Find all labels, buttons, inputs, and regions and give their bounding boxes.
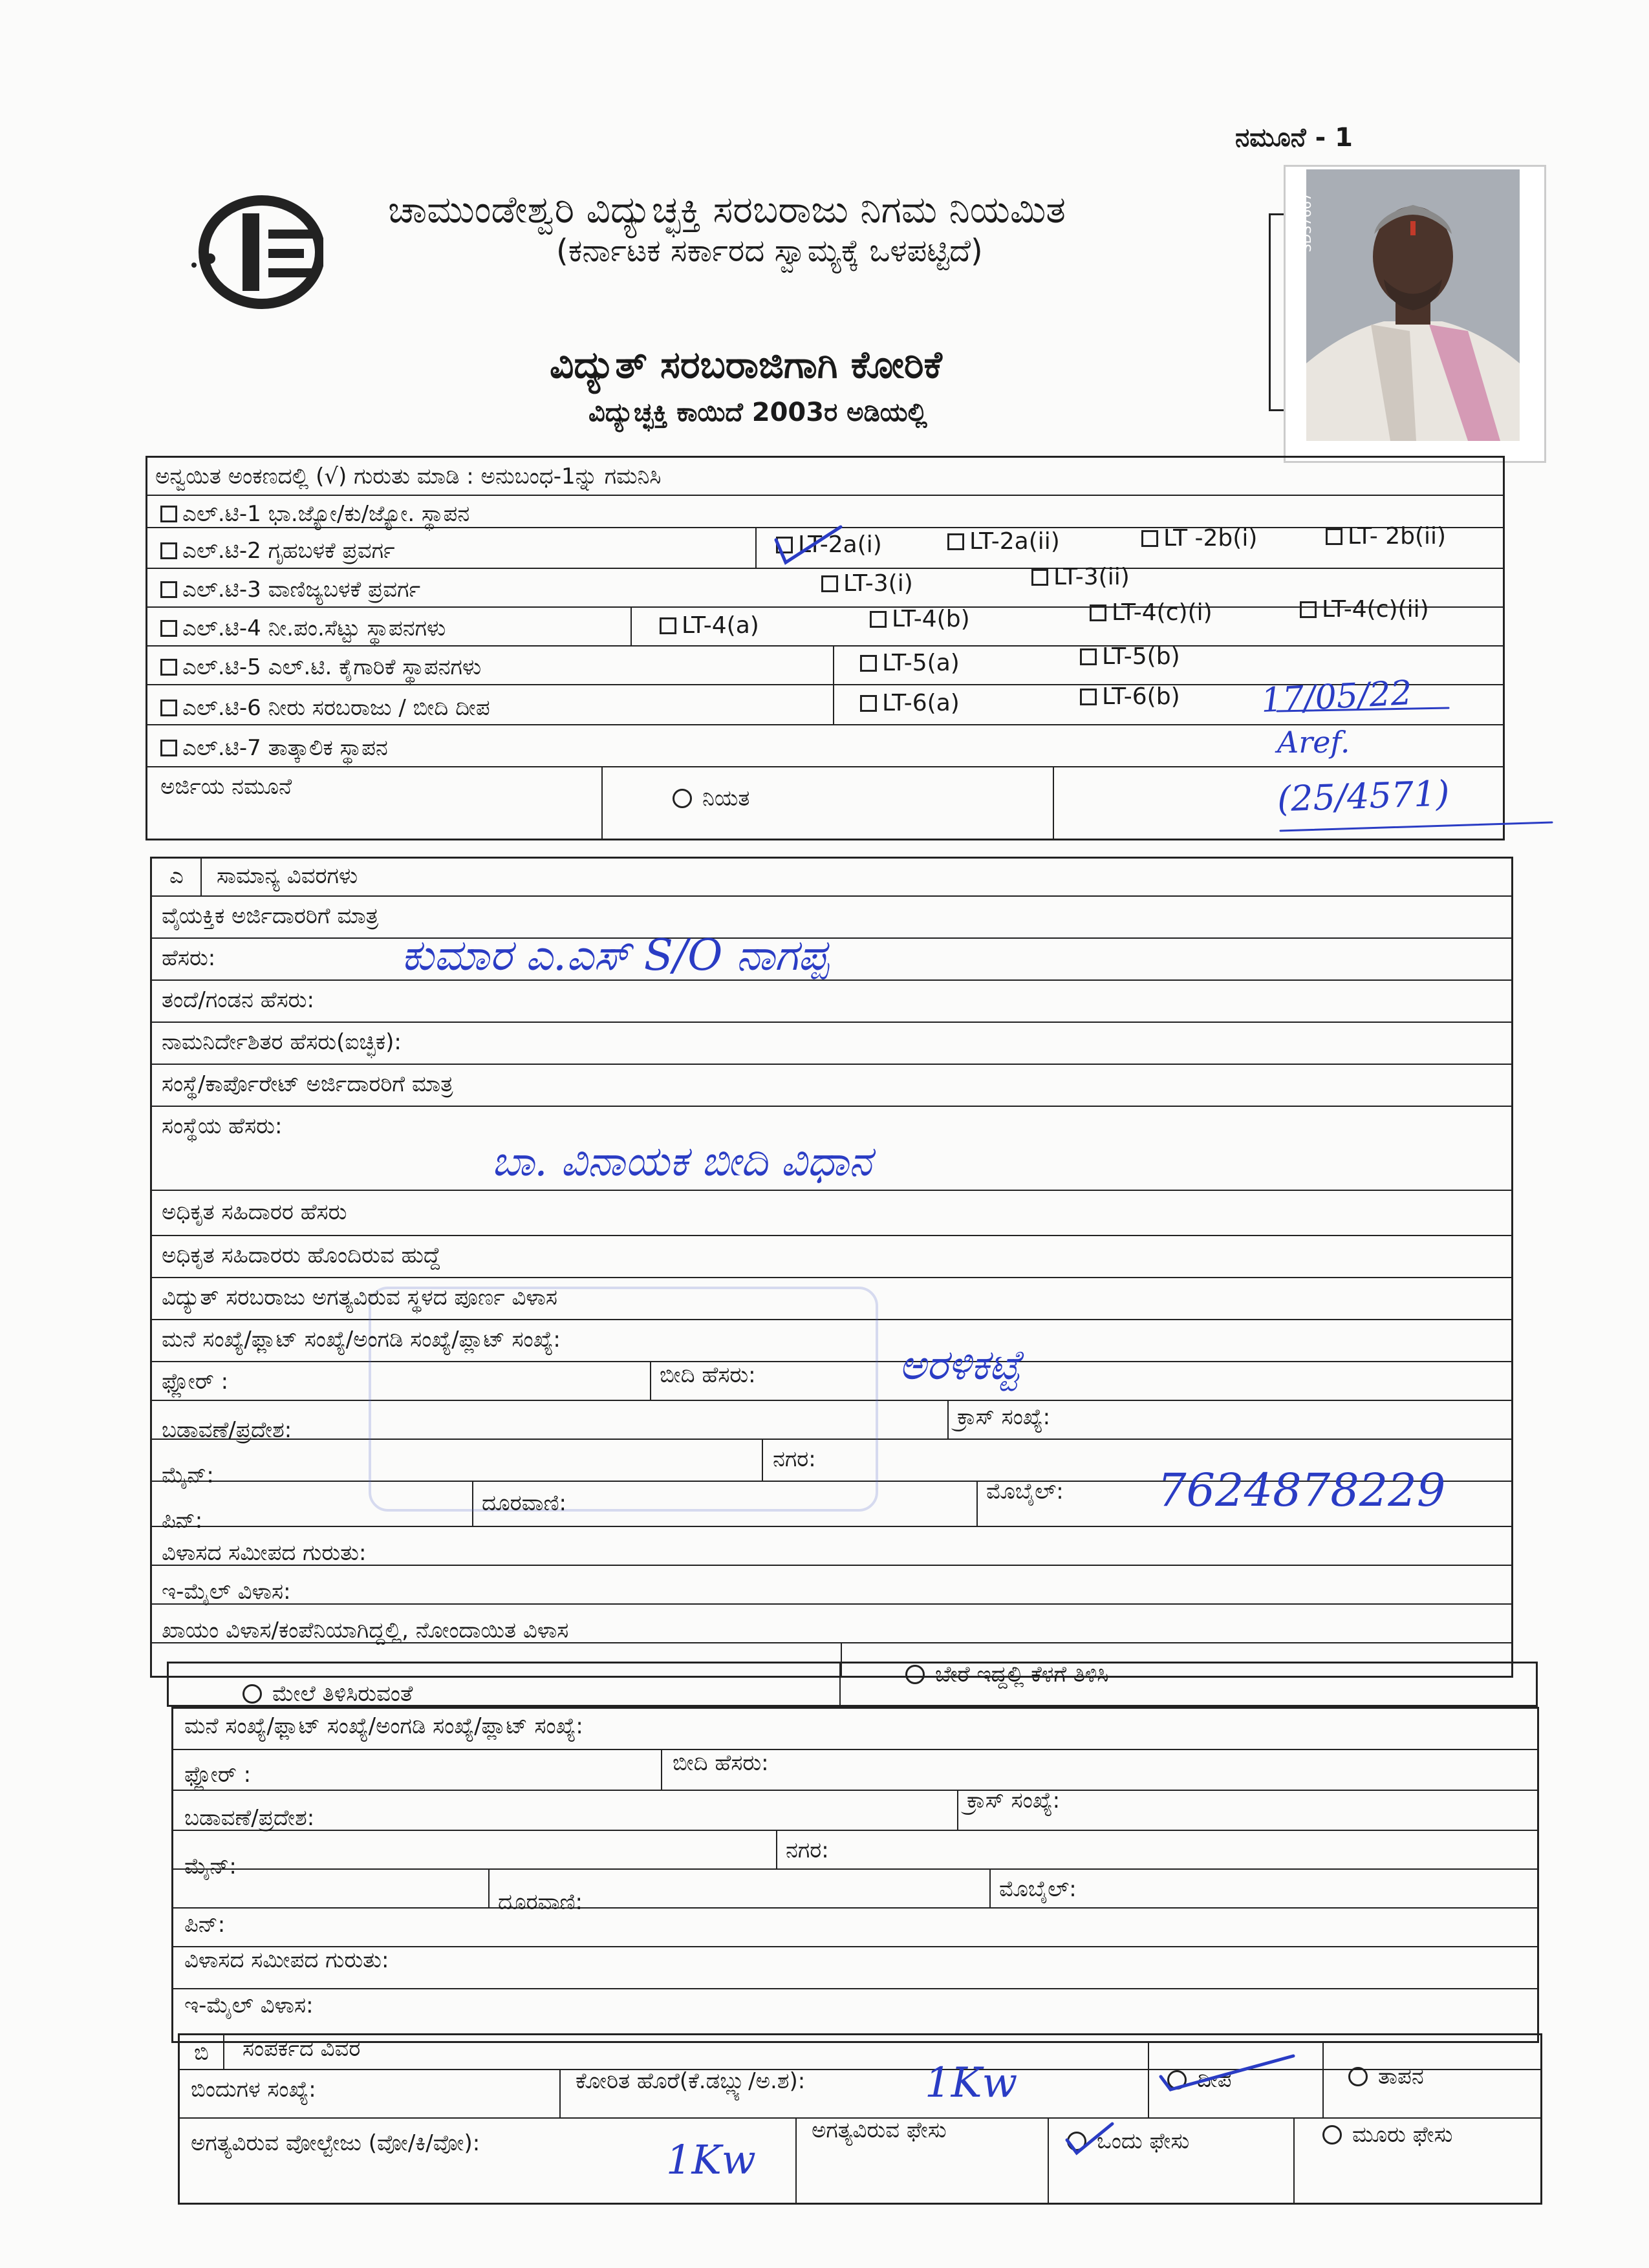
row-divider bbox=[150, 1235, 1513, 1236]
city-label: ನಗರ: bbox=[773, 1446, 816, 1472]
row-divider bbox=[146, 527, 1505, 528]
category-lt3[interactable]: ಎಲ್.ಟಿ-3 ವಾಣಿಜ್ಯಬಳಕೆ ಪ್ರವರ್ಗ bbox=[160, 579, 420, 601]
same-as-above-radio[interactable] bbox=[242, 1684, 262, 1704]
three-phase-option[interactable]: ಮೂರು ಫೇಸು bbox=[1322, 2124, 1452, 2146]
mobile-field[interactable]: 7624878229 bbox=[1158, 1464, 1446, 1517]
row-divider bbox=[146, 568, 1505, 569]
perm-street-label: ಬೀದಿ ಹೆಸರು: bbox=[673, 1750, 769, 1776]
perm-mobile-label: ಮೊಬೈಲ್: bbox=[999, 1876, 1077, 1902]
main-label: ಮೈನ್: bbox=[162, 1462, 214, 1488]
row-divider bbox=[171, 1749, 1539, 1750]
single-phase-radio[interactable] bbox=[1067, 2132, 1086, 2151]
option-lt3-i[interactable]: LT-3(i) bbox=[821, 572, 913, 595]
option-lt6b[interactable]: LT-6(b) bbox=[1080, 685, 1180, 709]
org-name-label: ಸಂಸ್ಥೆಯ ಹೆಸರು: bbox=[162, 1113, 283, 1139]
row-divider bbox=[150, 1022, 1513, 1023]
landmark-label: ವಿಳಾಸದ ಸಮೀಪದ ಗುರುತು: bbox=[162, 1540, 367, 1566]
authorised-post-label: ಅಧಿಕೃತ ಸಹಿದಾರರು ಹೊಂದಿರುವ ಹುದ್ದೆ bbox=[162, 1243, 441, 1268]
col-divider bbox=[488, 1868, 490, 1907]
phone-label: ದೂರವಾಣಿ: bbox=[482, 1490, 566, 1516]
row-divider bbox=[150, 1277, 1513, 1278]
category-instruction: ಅನ್ವಯಿತ ಅಂಕಣದಲ್ಲಿ (√) ಗುರುತು ಮಾಡಿ : ಅನುಬಂಧ-1ನ್ನು ಗಮನಿಸಿ bbox=[155, 464, 662, 489]
row-divider bbox=[171, 1988, 1539, 1989]
section-b-marker: ಬಿ bbox=[194, 2040, 209, 2066]
option-lt4c-i[interactable]: LT-4(c)(i) bbox=[1090, 601, 1212, 625]
street-field[interactable]: ಅರಳಿಕಟ್ಟೆ bbox=[899, 1342, 1021, 1389]
option-lt5a[interactable]: LT-5(a) bbox=[860, 652, 960, 675]
row-divider bbox=[150, 1526, 1513, 1527]
section-a-marker: ಎ bbox=[169, 863, 184, 889]
lt5a-checkbox[interactable] bbox=[860, 655, 877, 672]
lt3-checkbox[interactable] bbox=[160, 581, 177, 598]
col-divider bbox=[755, 527, 757, 568]
application-type-regular[interactable]: ನಿಯತ bbox=[673, 787, 749, 809]
col-divider bbox=[200, 857, 202, 895]
col-divider bbox=[559, 2069, 561, 2117]
individual-only-label: ವೈಯಕ್ತಿಕ ಅರ್ಜಿದಾರರಿಗೆ ಮಾತ್ರ bbox=[162, 903, 379, 929]
row-divider bbox=[146, 495, 1505, 496]
lt2-checkbox[interactable] bbox=[160, 542, 177, 559]
col-divider bbox=[795, 2117, 797, 2205]
row-divider bbox=[150, 1064, 1513, 1065]
col-divider bbox=[601, 766, 603, 840]
section-b-title: ಸಂಪರ್ಕದ ವಿವರ bbox=[242, 2036, 361, 2062]
col-divider bbox=[776, 1830, 777, 1868]
organization-subtitle: (ಕರ್ನಾಟಕ ಸರ್ಕಾರದ ಸ್ವಾಮ್ಯಕ್ಕೆ ಒಳಪಟ್ಟಿದೆ) bbox=[556, 233, 983, 269]
lt7-checkbox[interactable] bbox=[160, 740, 177, 756]
category-lt5[interactable]: ಎಲ್.ಟಿ-5 ಎಲ್.ಟಿ. ಕೈಗಾರಿಕೆ ಸ್ಥಾಪನಗಳು bbox=[160, 656, 481, 678]
row-divider bbox=[178, 2069, 1542, 2070]
permanent-address-label: ಖಾಯಂ ವಿಳಾಸ/ಕಂಪೆನಿಯಾಗಿದ್ದಲ್ಲಿ, ನೋಂದಾಯಿತ ವಿಳಾಸ bbox=[162, 1618, 569, 1643]
street-label: ಬೀದಿ ಹೆಸರು: bbox=[660, 1362, 756, 1388]
handwritten-date: 17/05/22 bbox=[1260, 673, 1413, 721]
option-lt6a[interactable]: LT-6(a) bbox=[860, 692, 960, 715]
regular-radio[interactable] bbox=[673, 789, 692, 808]
if-different-option[interactable]: ಬೇರೆ ಇದ್ದಲ್ಲಿ ಕೆಳಗೆ ತಿಳಿಸಿ bbox=[905, 1664, 1108, 1685]
lt3-i-checkbox[interactable] bbox=[821, 575, 838, 592]
category-lt2[interactable]: ಎಲ್.ಟಿ-2 ಗೃಹಬಳಕೆ ಪ್ರವರ್ಗ bbox=[160, 540, 395, 562]
document-title: ವಿದ್ಯುತ್ ಸರಬರಾಜಿಗಾಗಿ ಕೋರಿಕೆ bbox=[550, 343, 942, 387]
load-label: ಕೋರಿತ ಹೊರೆ(ಕೆ.ಡಬ್ಲ್ಯು/ಅ.ಶ): bbox=[576, 2068, 806, 2094]
org-name-field[interactable]: ಬಾ. ವಿನಾಯಕ ಬೀದಿ ವಿಧಾನ bbox=[491, 1138, 872, 1186]
if-different-radio[interactable] bbox=[905, 1665, 925, 1684]
category-lt7[interactable]: ಎಲ್.ಟಿ-7 ತಾತ್ಕಾಲಿಕ ಸ್ಥಾಪನ bbox=[160, 737, 388, 759]
load-field[interactable]: 1Kw bbox=[925, 2059, 1018, 2107]
lt6b-checkbox[interactable] bbox=[1080, 689, 1097, 705]
col-divider bbox=[976, 1481, 978, 1526]
section-a-title: ಸಾಮಾನ್ಯ ವಿವರಗಳು bbox=[217, 863, 358, 889]
corporate-only-label: ಸಂಸ್ಥೆ/ಕಾರ್ಪೊರೇಟ್ ಅರ್ಜಿದಾರರಿಗೆ ಮಾತ್ರ bbox=[162, 1071, 453, 1097]
lt4-checkbox[interactable] bbox=[160, 620, 177, 637]
perm-cross-label: ಕ್ರಾಸ್ ಸಂಖ್ಯೆ: bbox=[967, 1788, 1061, 1813]
option-lt2b-ii[interactable]: LT- 2b(ii) bbox=[1326, 525, 1446, 548]
form-number: ನಮೂನೆ - 1 bbox=[1235, 123, 1353, 153]
row-divider bbox=[150, 1603, 1513, 1605]
perm-floor-label: ಫ್ಲೋರ್ : bbox=[184, 1762, 252, 1788]
authorised-name-label: ಅಧಿಕೃತ ಸಹಿದಾರರ ಹೆಸರು bbox=[162, 1199, 347, 1225]
option-lt4b[interactable]: LT-4(b) bbox=[870, 608, 970, 631]
perm-landmark-label: ವಿಳಾಸದ ಸಮೀಪದ ಗುರುತು: bbox=[184, 1947, 389, 1973]
option-lt4a[interactable]: LT-4(a) bbox=[660, 614, 759, 637]
col-divider bbox=[839, 1662, 841, 1707]
same-as-above-option[interactable]: ಮೇಲೆ ತಿಳಿಸಿರುವಂತೆ bbox=[242, 1683, 413, 1705]
category-lt6[interactable]: ಎಲ್.ಟಿ-6 ನೀರು ಸರಬರಾಜು / ಬೀದಿ ದೀಪ bbox=[160, 697, 490, 719]
row-divider bbox=[171, 1790, 1539, 1791]
nominee-label: ನಾಮನಿರ್ದೇಶಿತರ ಹೆಸರು(ಐಚ್ಛಿಕ): bbox=[162, 1029, 402, 1055]
category-lt4[interactable]: ಎಲ್.ಟಿ-4 ನೀ.ಪಂ.ಸೆಟ್ಟು ಸ್ಥಾಪನಗಳು bbox=[160, 617, 446, 639]
row-divider bbox=[150, 979, 1513, 981]
perm-main-label: ಮೈನ್: bbox=[184, 1854, 237, 1879]
faded-stamp bbox=[369, 1287, 878, 1516]
single-phase-option[interactable]: ಒಂದು ಫೇಸು bbox=[1067, 2130, 1189, 2152]
lt2b-i-checkbox[interactable] bbox=[1141, 530, 1158, 547]
col-divider bbox=[947, 1400, 949, 1439]
perm-phone-label: ದೂರವಾಣಿ: bbox=[498, 1889, 583, 1915]
name-field[interactable]: ಕುಮಾರ ಎ.ಎಸ್ S/O ನಾಗಪ್ಪ bbox=[401, 930, 829, 980]
lt5-checkbox[interactable] bbox=[160, 659, 177, 676]
layout-label: ಬಡಾವಣೆ/ಪ್ರದೇಶ: bbox=[162, 1417, 292, 1443]
supply-address-label: ವಿದ್ಯುತ್ ಸರಬರಾಜು ಅಗತ್ಯವಿರುವ ಸ್ಥಳದ ಪೂರ್ಣ ವಿಳಾಸ bbox=[162, 1285, 557, 1311]
row-divider bbox=[146, 645, 1505, 647]
lt1-checkbox[interactable] bbox=[160, 506, 177, 522]
row-divider bbox=[171, 1907, 1539, 1909]
permanent-address-table bbox=[171, 1707, 1539, 2043]
mobile-label: ಮೊಬೈಲ್: bbox=[986, 1479, 1064, 1504]
lt4b-checkbox[interactable] bbox=[870, 611, 887, 628]
handwritten-note-ref: Aref. bbox=[1277, 725, 1350, 760]
pin-label: ಪಿನ್: bbox=[162, 1508, 203, 1534]
father-husband-label: ತಂದೆ/ಗಂಡನ ಹೆಸರು: bbox=[162, 987, 314, 1013]
lt4c-i-checkbox[interactable] bbox=[1090, 604, 1106, 621]
lt4c-ii-checkbox[interactable] bbox=[1300, 601, 1317, 618]
row-divider bbox=[150, 1190, 1513, 1191]
perm-email-label: ಇ-ಮೈಲ್ ವಿಳಾಸ: bbox=[184, 1993, 314, 2018]
row-divider bbox=[150, 937, 1513, 939]
document-subtitle: ವಿದ್ಯುಚ್ಛಕ್ತಿ ಕಾಯಿದೆ 2003ರ ಅಡಿಯಲ್ಲಿ bbox=[588, 398, 927, 427]
lt6-checkbox[interactable] bbox=[160, 700, 177, 716]
voltage-label: ಅಗತ್ಯವಿರುವ ವೋಲ್ಟೇಜು (ವೋ/ಕಿ/ವೋ): bbox=[191, 2130, 480, 2156]
row-divider bbox=[171, 1830, 1539, 1831]
lt3-ii-checkbox[interactable] bbox=[1031, 569, 1048, 586]
lt2a-ii-checkbox[interactable] bbox=[947, 533, 964, 550]
lt4a-checkbox[interactable] bbox=[660, 617, 676, 634]
application-type-label: ಅರ್ಜಿಯ ನಮೂನೆ bbox=[160, 774, 292, 800]
name-label: ಹೆಸರು: bbox=[162, 945, 216, 971]
option-lt4c-ii[interactable]: LT-4(c)(ii) bbox=[1300, 598, 1429, 621]
perm-pin-label: ಪಿನ್: bbox=[184, 1912, 226, 1938]
house-number-label: ಮನೆ ಸಂಖ್ಯೆ/ಫ್ಲಾಟ್ ಸಂಖ್ಯೆ/ಅಂಗಡಿ ಸಂಖ್ಯೆ/ಪ್ಲಾಟ್ ಸಂಖ್ಯೆ: bbox=[162, 1327, 561, 1353]
lamp-radio[interactable] bbox=[1167, 2070, 1187, 2090]
option-lt2b-i[interactable]: LT -2b(i) bbox=[1141, 527, 1257, 550]
row-divider bbox=[146, 766, 1505, 767]
lt2a-i-checkbox[interactable] bbox=[776, 537, 793, 553]
col-divider bbox=[1293, 2117, 1295, 2205]
col-divider bbox=[1048, 2117, 1049, 2205]
col-divider bbox=[661, 1749, 662, 1790]
handwritten-note-number: (25/4571) bbox=[1276, 773, 1450, 820]
points-label: ಬಿಂದುಗಳ ಸಂಖ್ಯೆ: bbox=[191, 2077, 316, 2102]
col-divider bbox=[223, 2033, 224, 2069]
lt2b-ii-checkbox[interactable] bbox=[1326, 528, 1342, 545]
lt5b-checkbox[interactable] bbox=[1080, 648, 1097, 665]
voltage-field[interactable]: 1Kw bbox=[666, 2136, 756, 2183]
row-divider bbox=[150, 895, 1513, 897]
heating-option[interactable]: ತಾಪನ bbox=[1348, 2066, 1424, 2088]
cross-label: ಕ್ರಾಸ್ ಸಂಖ್ಯೆ: bbox=[957, 1404, 1051, 1430]
col-divider bbox=[1053, 766, 1054, 840]
category-lt1[interactable]: ಎಲ್.ಟಿ-1 ಭಾ.ಜ್ಯೋ/ಕು/ಜ್ಯೋ. ಸ್ಥಾಪನ bbox=[160, 503, 469, 525]
three-phase-radio[interactable] bbox=[1322, 2125, 1342, 2145]
col-divider bbox=[630, 606, 632, 645]
col-divider bbox=[1148, 2043, 1149, 2117]
phase-label: ಅಗತ್ಯವಿರುವ ಫೇಸು bbox=[812, 2117, 947, 2143]
row-divider bbox=[150, 1106, 1513, 1107]
organization-name: ಚಾಮುಂಡೇಶ್ವರಿ ವಿದ್ಯುಚ್ಛಕ್ತಿ ಸರಬರಾಜು ನಿಗಮ ನಿಯಮಿತ bbox=[388, 187, 1066, 231]
heating-radio[interactable] bbox=[1348, 2067, 1368, 2086]
lt6a-checkbox[interactable] bbox=[860, 695, 877, 712]
perm-house-number-label: ಮನೆ ಸಂಖ್ಯೆ/ಫ್ಲಾಟ್ ಸಂಖ್ಯೆ/ಅಂಗಡಿ ಸಂಖ್ಯೆ/ಪ್ಲಾಟ್ ಸಂಖ್ಯೆ: bbox=[184, 1713, 583, 1739]
photo-code: SDS7667 bbox=[1299, 193, 1314, 252]
col-divider bbox=[957, 1790, 958, 1830]
perm-city-label: ನಗರ: bbox=[786, 1837, 829, 1863]
option-lt2a-ii[interactable]: LT-2a(ii) bbox=[947, 530, 1060, 553]
col-divider bbox=[989, 1868, 991, 1907]
perm-layout-label: ಬಡಾವಣೆ/ಪ್ರದೇಶ: bbox=[184, 1805, 315, 1831]
company-logo bbox=[181, 194, 323, 310]
option-lt3-ii[interactable]: LT-3(ii) bbox=[1031, 566, 1130, 589]
lamp-option[interactable]: ದೀಪ bbox=[1167, 2069, 1232, 2091]
option-lt2a-i[interactable]: LT-2a(i) bbox=[776, 533, 882, 557]
email-label: ಇ-ಮೈಲ್ ವಿಳಾಸ: bbox=[162, 1579, 291, 1605]
col-divider bbox=[1322, 2043, 1324, 2117]
applicant-photo bbox=[1306, 169, 1520, 441]
row-divider bbox=[171, 1868, 1539, 1870]
floor-label: ಫ್ಲೋರ್ : bbox=[162, 1369, 229, 1395]
col-divider bbox=[833, 645, 834, 724]
option-lt5b[interactable]: LT-5(b) bbox=[1080, 645, 1180, 669]
